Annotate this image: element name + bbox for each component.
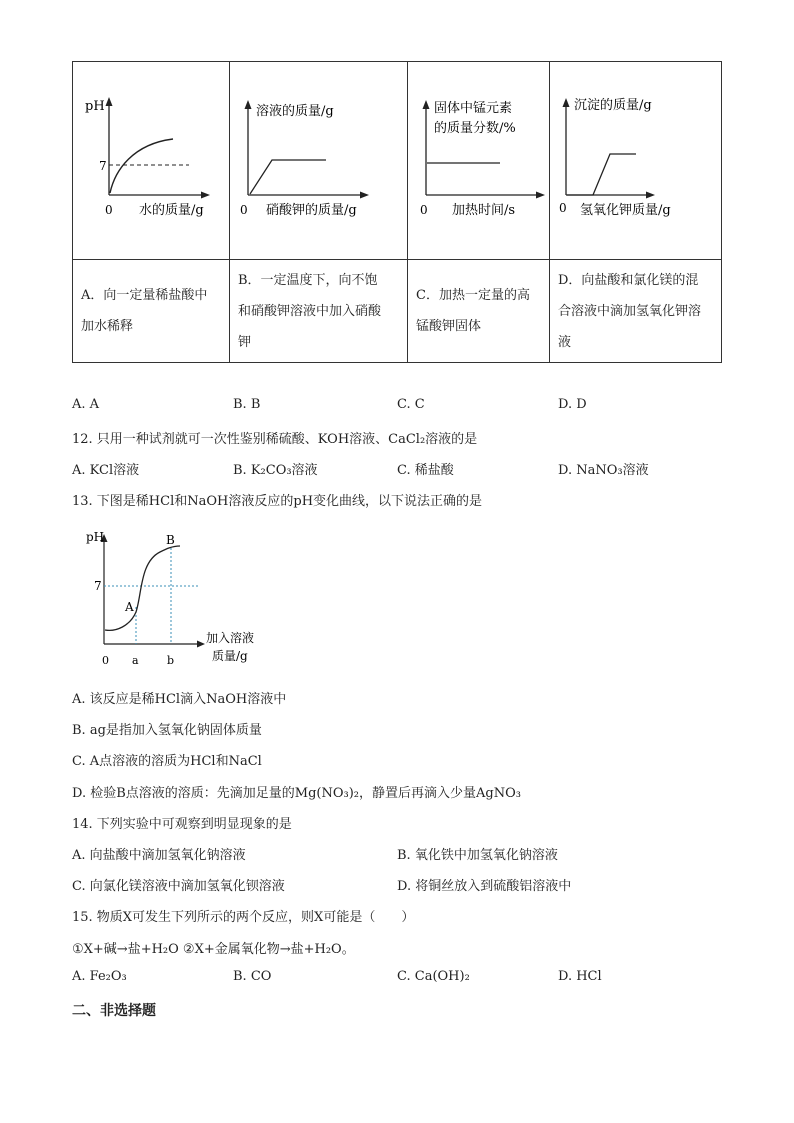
graph-c-ylabel-line2: 的质量分数/% [434,121,516,136]
graph-b-origin: 0 [240,203,248,217]
q15-reactions: ①X+碱→盐+H₂O ②X+金属氧化物→盐+H₂O。 [72,942,355,957]
graph-cell-d [550,62,722,260]
graph-b-xlabel: 硝酸钾的质量/g [266,203,357,218]
graph-b-ylabel: 溶液的质量/g [256,104,334,119]
q13-option-c[interactable]: C. A点溶液的溶质为HCl和NaCl [72,754,262,769]
q13-graph-xlabel-line1: 加入溶液 [206,631,255,645]
graph-c-ylabel-line1: 固体中锰元素 [434,101,513,116]
q12-option-d[interactable]: D. NaNO₃溶液 [558,463,649,478]
q12-option-c[interactable]: C. 稀盐酸 [397,463,454,478]
desc-cell-c [408,260,550,363]
graph-a-xlabel: 水的质量/g [139,203,204,218]
q11-option-d[interactable]: D. D [558,397,587,412]
q13-ph-graph [80,522,270,670]
graph-a-origin: 0 [105,203,113,217]
q15-option-a[interactable]: A. Fe₂O₃ [72,969,127,984]
q11-option-c[interactable]: C. C [397,397,425,412]
graph-d-xlabel: 氢氧化钾质量/g [580,203,671,218]
q12-stem: 12. 只用一种试剂就可一次性鉴别稀硫酸、KOH溶液、CaCl₂溶液的是 [72,432,478,447]
q11-option-b[interactable]: B. B [233,397,261,412]
q14-option-d[interactable]: D. 将铜丝放入到硫酸铝溶液中 [397,879,572,894]
graph-d-ylabel: 沉淀的质量/g [574,98,652,113]
q14-option-b[interactable]: B. 氧化铁中加氢氧化钠溶液 [397,848,558,863]
q13-graph-point-b: B [166,533,175,547]
q13-graph-y7: 7 [94,579,102,593]
q12-option-b[interactable]: B. K₂CO₃溶液 [233,463,318,478]
q15-stem: 15. 物质X可发生下列所示的两个反应，则X可能是（ ） [72,910,415,925]
graph-d-origin: 0 [559,201,567,215]
q11-option-a[interactable]: A. A [72,397,100,412]
q13-graph-origin: 0 [102,654,109,667]
graph-cell-c [408,62,550,260]
graph-c-origin: 0 [420,203,428,217]
graph-c-xlabel: 加热时间/s [452,203,516,218]
q15-option-d[interactable]: D. HCl [558,969,602,984]
desc-cell-a [73,260,230,363]
desc-d-line3: 液 [558,334,572,350]
desc-a-line2: 加水稀释 [81,319,134,334]
q15-option-c[interactable]: C. Ca(OH)₂ [397,969,470,984]
graph-d [550,62,721,255]
q14-option-c[interactable]: C. 向氯化镁溶液中滴加氢氧化钡溶液 [72,879,285,894]
q12-option-a[interactable]: A. KCl溶液 [72,463,140,478]
desc-c-line1: C．加热一定量的高 [416,288,530,303]
q13-graph-a: a [132,654,139,667]
q13-graph-b: b [167,654,175,667]
graph-a [73,62,229,255]
q13-option-a[interactable]: A. 该反应是稀HCl滴入NaOH溶液中 [72,692,287,707]
graph-c [408,62,549,255]
q13-graph-xlabel-line2: 质量/g [212,649,248,663]
q13-option-d[interactable]: D. 检验B点溶液的溶质：先滴加足量的Mg(NO₃)₂，静置后再滴入少量AgNO₃ [72,786,521,801]
q13-stem: 13. 下图是稀HCl和NaOH溶液反应的pH变化曲线，以下说法正确的是 [72,494,483,509]
section-2-heading: 二、非选择题 [72,1003,156,1019]
desc-d-line2: 合溶液中滴加氢氧化钾溶 [558,303,702,319]
desc-cell-d [550,260,722,363]
question-11-table [72,61,722,363]
q13-graph-point-a: A [125,600,134,614]
desc-cell-b [230,260,408,363]
graph-cell-a [73,62,230,260]
desc-d-line1: D．向盐酸和氯化镁的混 [558,272,699,288]
q15-option-b[interactable]: B. CO [233,969,272,984]
q14-option-a[interactable]: A. 向盐酸中滴加氢氧化钠溶液 [72,848,246,863]
desc-b-line1: B．一定温度下，向不饱 [238,272,378,288]
desc-c-line2: 锰酸钾固体 [416,319,482,334]
desc-b-line2: 和硝酸钾溶液中加入硝酸 [238,303,382,319]
q13-graph-ylabel: pH [86,530,105,544]
q13-option-b[interactable]: B. ag是指加入氢氧化钠固体质量 [72,723,262,738]
graph-cell-b [230,62,408,260]
desc-b-line3: 钾 [238,334,252,350]
desc-a-line1: A．向一定量稀盐酸中 [81,288,208,303]
graph-a-ylabel: pH [85,99,105,114]
graph-b [230,62,407,255]
graph-a-y7: 7 [99,159,107,173]
q14-stem: 14. 下列实验中可观察到明显现象的是 [72,817,292,832]
